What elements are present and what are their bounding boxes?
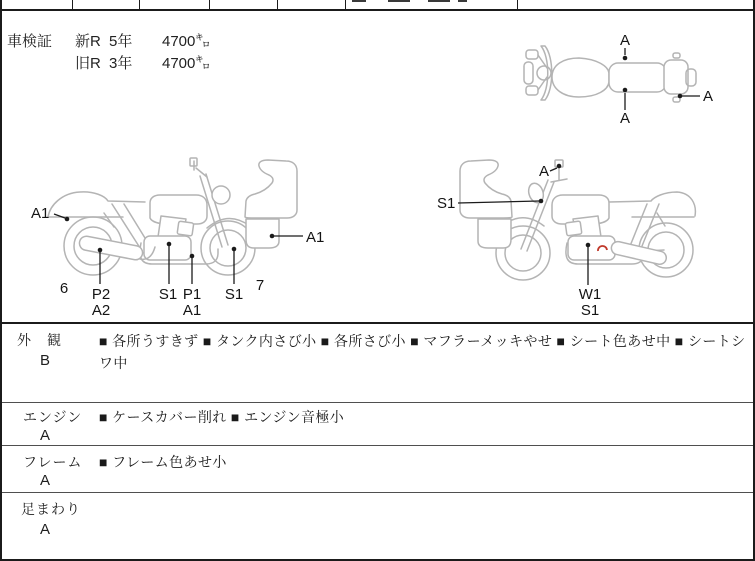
handlebar-top xyxy=(541,46,552,100)
condition-row-frame xyxy=(2,445,753,492)
truncated-header-row xyxy=(2,0,753,11)
shaken-new-reg: 新R xyxy=(75,33,101,50)
damage-label: A xyxy=(538,163,549,180)
shaken-old-years: 3年 xyxy=(109,55,133,72)
cowl-upper xyxy=(245,160,297,218)
cowl-upper xyxy=(460,160,512,218)
tail-top xyxy=(664,60,688,94)
column-divider xyxy=(209,0,210,9)
row-remarks: ■ 各所うすきず ■ タンク内さび小 ■ 各所さび小 ■ マフラーメッキやせ ■ シート色あせ中 ■ シートシワ中 xyxy=(99,333,746,371)
row-remarks: ■ ケースカバー削れ ■ エンジン音極小 xyxy=(99,409,345,425)
damage-label: A1 xyxy=(306,229,325,246)
headlight xyxy=(212,186,230,204)
truncated-text-marks xyxy=(458,0,467,2)
truncated-text-marks xyxy=(428,0,450,2)
rear-seat-cowl xyxy=(609,192,695,216)
shaken-label: 車検証 xyxy=(7,33,53,50)
damage-label: S1 xyxy=(437,195,456,212)
mirror-icon xyxy=(526,86,538,95)
grade-badge: A xyxy=(39,427,50,444)
condition-row-undercarriage xyxy=(2,492,753,559)
motorcycle-top-view-diagram xyxy=(442,22,755,140)
panel-number: 6 xyxy=(59,280,69,297)
seat-top xyxy=(609,63,666,92)
cowl-lower xyxy=(246,219,279,248)
damage-label: A xyxy=(619,32,631,49)
fuel-tank-top xyxy=(552,58,609,97)
row-label: 足まわり xyxy=(21,501,81,517)
engine-crankcase xyxy=(568,236,615,260)
condition-row-exterior xyxy=(2,322,753,402)
row-label: エンジン xyxy=(23,409,83,425)
row-label: フレーム xyxy=(23,454,83,470)
condition-row-engine xyxy=(2,402,753,445)
damage-label: S1 xyxy=(224,286,244,303)
damage-label: A xyxy=(703,88,714,105)
column-divider xyxy=(517,0,518,9)
shaken-old-reg: 旧R xyxy=(75,55,101,72)
grade-badge: A xyxy=(39,472,50,489)
shaken-new-years: 5年 xyxy=(109,33,133,50)
column-divider xyxy=(277,0,278,9)
cowl-lower xyxy=(478,219,511,248)
muffler xyxy=(610,240,667,265)
damage-label: A2 xyxy=(91,302,111,319)
damage-label: W1 xyxy=(578,286,602,303)
damage-label: S1 xyxy=(158,286,178,303)
grade-badge: A xyxy=(39,521,50,538)
truncated-text-marks xyxy=(352,0,366,2)
column-divider xyxy=(139,0,140,9)
damage-label: A xyxy=(619,110,631,127)
column-divider xyxy=(345,0,346,9)
damage-label: P1 xyxy=(182,286,202,303)
damage-label: S1 xyxy=(580,302,600,319)
row-label: 外 観 xyxy=(17,332,62,348)
turn-signal-icon xyxy=(673,53,680,58)
panel-number: 7 xyxy=(255,277,265,294)
damage-label: P2 xyxy=(91,286,111,303)
shaken-old-mileage: 4700㌔ xyxy=(162,55,211,72)
column-divider xyxy=(72,0,73,9)
condition-table xyxy=(2,322,753,559)
truncated-text-marks xyxy=(388,0,410,2)
row-remarks: ■ フレーム色あせ小 xyxy=(99,454,227,470)
motorcycle-left-view-diagram xyxy=(10,155,340,320)
front-wheel-top xyxy=(524,62,533,84)
damage-label: A1 xyxy=(31,205,50,222)
shaken-new-mileage: 4700㌔ xyxy=(162,33,211,50)
damage-label: A1 xyxy=(182,302,202,319)
motorcycle-right-view-diagram xyxy=(427,155,755,320)
headlight-top xyxy=(537,66,551,80)
mirror-icon xyxy=(526,50,538,59)
grade-badge: B xyxy=(39,352,50,369)
